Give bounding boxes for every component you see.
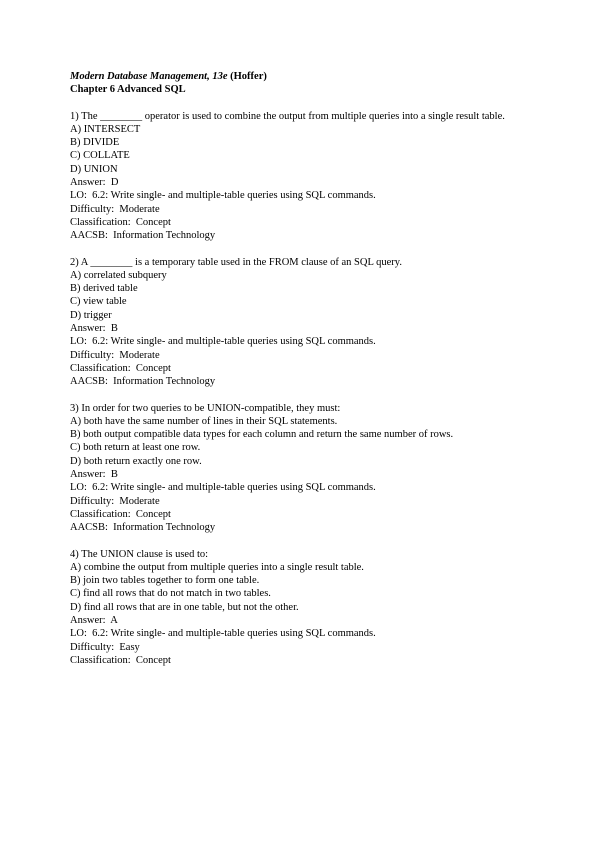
option-b: B) both output compatible data types for each column and return the same number of rows. (70, 429, 454, 441)
option-a: A) INTERSECT (70, 123, 141, 135)
question-2 (70, 256, 530, 389)
book-title: Modern Database Management, 13e (70, 71, 228, 82)
answer: Answer: D (70, 177, 119, 189)
option-d: D) find all rows that are in one table, but not the other. (70, 601, 299, 613)
book-title-line (70, 70, 530, 83)
book-author: (Hoffer) (227, 71, 267, 82)
aacsb: AACSB: Information Technology (70, 522, 216, 534)
option-d: D) both return exactly one row. (70, 455, 202, 467)
option-c: C) view table (70, 296, 127, 308)
answer: Answer: A (70, 614, 118, 626)
question-3 (70, 402, 530, 535)
option-b: B) join two tables together to form one table. (70, 575, 260, 587)
question-stem: 3) In order for two queries to be UNION-compatible, they must: (70, 402, 341, 414)
option-b: B) DIVIDE (70, 137, 120, 149)
option-c: C) find all rows that do not match in two tables. (70, 588, 271, 600)
option-d: D) UNION (70, 163, 118, 175)
question-stem: 1) The ________ operator is used to combine the output from multiple queries into a single result table. (70, 110, 505, 122)
chapter-title: Chapter 6 Advanced SQL (70, 84, 186, 96)
classification: Classification: Concept (70, 216, 171, 228)
option-c: C) COLLATE (70, 150, 130, 162)
question-stem: 2) A ________ is a temporary table used in the FROM clause of an SQL query. (70, 256, 402, 268)
question-stem: 4) The UNION clause is used to: (70, 548, 209, 560)
question-4 (70, 548, 530, 668)
option-b: B) derived table (70, 283, 138, 295)
difficulty: Difficulty: Moderate (70, 495, 160, 507)
difficulty: Difficulty: Moderate (70, 349, 160, 361)
aacsb: AACSB: Information Technology (70, 376, 216, 388)
question-1 (70, 110, 530, 243)
option-a: A) combine the output from multiple queries into a single result table. (70, 561, 364, 573)
learning-objective: LO: 6.2: Write single- and multiple-table queries using SQL commands. (70, 482, 376, 494)
aacsb: AACSB: Information Technology (70, 230, 216, 242)
difficulty: Difficulty: Easy (70, 641, 140, 653)
learning-objective: LO: 6.2: Write single- and multiple-table queries using SQL commands. (70, 190, 376, 202)
option-c: C) both return at least one row. (70, 442, 201, 454)
answer: Answer: B (70, 469, 118, 481)
learning-objective: LO: 6.2: Write single- and multiple-table queries using SQL commands. (70, 628, 376, 640)
document-page (70, 70, 530, 667)
classification: Classification: Concept (70, 654, 171, 666)
learning-objective: LO: 6.2: Write single- and multiple-table queries using SQL commands. (70, 336, 376, 348)
answer: Answer: B (70, 323, 118, 335)
option-a: A) correlated subquery (70, 269, 167, 281)
difficulty: Difficulty: Moderate (70, 203, 160, 215)
option-d: D) trigger (70, 309, 112, 321)
classification: Classification: Concept (70, 508, 171, 520)
classification: Classification: Concept (70, 362, 171, 374)
option-a: A) both have the same number of lines in their SQL statements. (70, 415, 338, 427)
